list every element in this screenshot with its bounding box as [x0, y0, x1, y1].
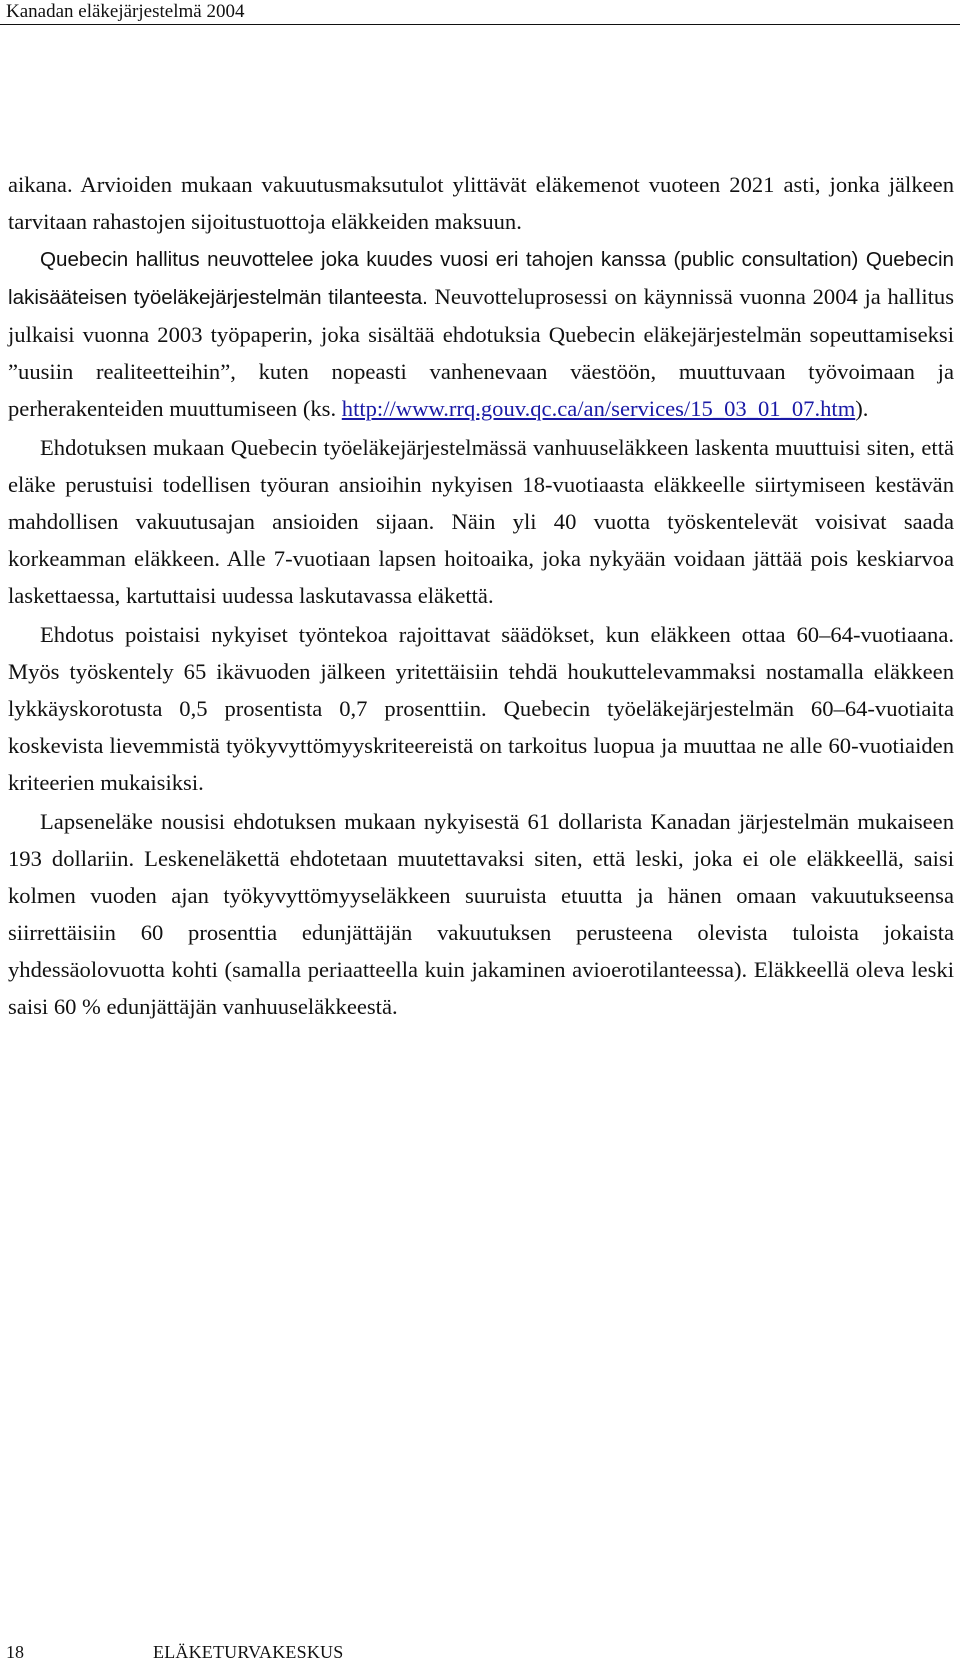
page-number: 18	[6, 1642, 24, 1662]
source-link[interactable]: http://www.rrq.gouv.qc.ca/an/services/15_03_01_07.htm	[341, 396, 856, 421]
running-header: Kanadan eläkejärjestelmä 2004	[6, 1, 245, 22]
header-rule	[0, 24, 960, 25]
paragraph-survivor-pension: Lapseneläke nousisi ehdotuksen mukaan nykyisestä 61 dollarista Kanadan järjestelmän mukaiseen 193 dollariin. Leskeneläkettä ehdotetaan muutettavaksi siten, että leski, joka ei ole eläkkeellä, saisi kolmen vuoden ajan työkyvyttömyyseläkkeen suuruista etuutta ja hänen omaan vakuutukseensa siirrettäisiin 60 prosenttia edunjättäjän vakuutuksen perusteena olevista tuloista jokaista yhdessäolovuotta kohti (samalla periaatteella kuin jakaminen avioerotilanteessa). Eläkkeellä oleva leski saisi 60 % edunjättäjän vanhuuseläkkeestä.	[8, 809, 954, 1019]
paragraph-work-restrictions: Ehdotus poistaisi nykyiset työntekoa rajoittavat säädökset, kun eläkkeen ottaa 60–64-vuotiaana. Myös työskentely 65 ikävuoden jälkeen yritettäisiin tehdä houkuttelevammaksi nostamalla eläkkeen lykkäyskorotusta 0,5 prosentista 0,7 prosenttiin. Quebecin työeläkejärjestelmän 60–64-vuotiaita koskevista lievemmistä työkyvyttömyyskriteereistä on tarkoitus luopua ja muuttaa ne alle 60-vuotiaiden kriteerien mukaisiksi.	[8, 622, 954, 795]
body-text	[8, 166, 954, 1025]
consultation-text: Quebecin hallitus neuvottelee joka kuudes vuosi eri tahojen kanssa (public consultation) Quebecin lakisääteisen työeläkejärjestelmän tilanteesta.	[8, 248, 954, 309]
negotiation-text: Neuvotteluprosessi on käynnissä vuonna 2004 ja hallitus julkaisi vuonna 2003 työpaperin, joka sisältää ehdotuksia Quebecin eläkejärjestelmän sopeuttamiseksi ”uusiin realiteetteihin”, kuten nopeasti vanhenevaan väestöön, muuttuvaan työvoimaan ja perherakenteiden muuttumiseen (ks.	[8, 284, 954, 421]
publisher-name: ELÄKETURVAKESKUS	[153, 1642, 344, 1662]
paragraph-pension-calculation: Ehdotuksen mukaan Quebecin työeläkejärjestelmässä vanhuuseläkkeen laskenta muuttuisi siten, että eläke perustuisi todellisen työuran ansioihin nykyisen 18-vuotiaasta eläkkeelle siirtymiseen kestävän mahdollisen vakuutusajan ansioiden sijaan. Näin yli 40 vuotta työskentelevät voisivat saada korkeamman eläkkeen. Alle 7-vuotiaan lapsen hoitoaika, joka nykyään voidaan jättää pois keskiarvoa laskettaessa, kartuttaisi uudessa laskutavassa eläkettä.	[8, 435, 954, 608]
negotiation-text-end: ).	[855, 396, 869, 421]
paragraph-continued	[8, 166, 954, 427]
paragraph-continued-text: aikana. Arvioiden mukaan vakuutusmaksutulot ylittävät eläkemenot vuoteen 2021 asti, jonka jälkeen tarvitaan rahastojen sijoitustuottoja eläkkeiden maksuun.	[8, 172, 954, 234]
